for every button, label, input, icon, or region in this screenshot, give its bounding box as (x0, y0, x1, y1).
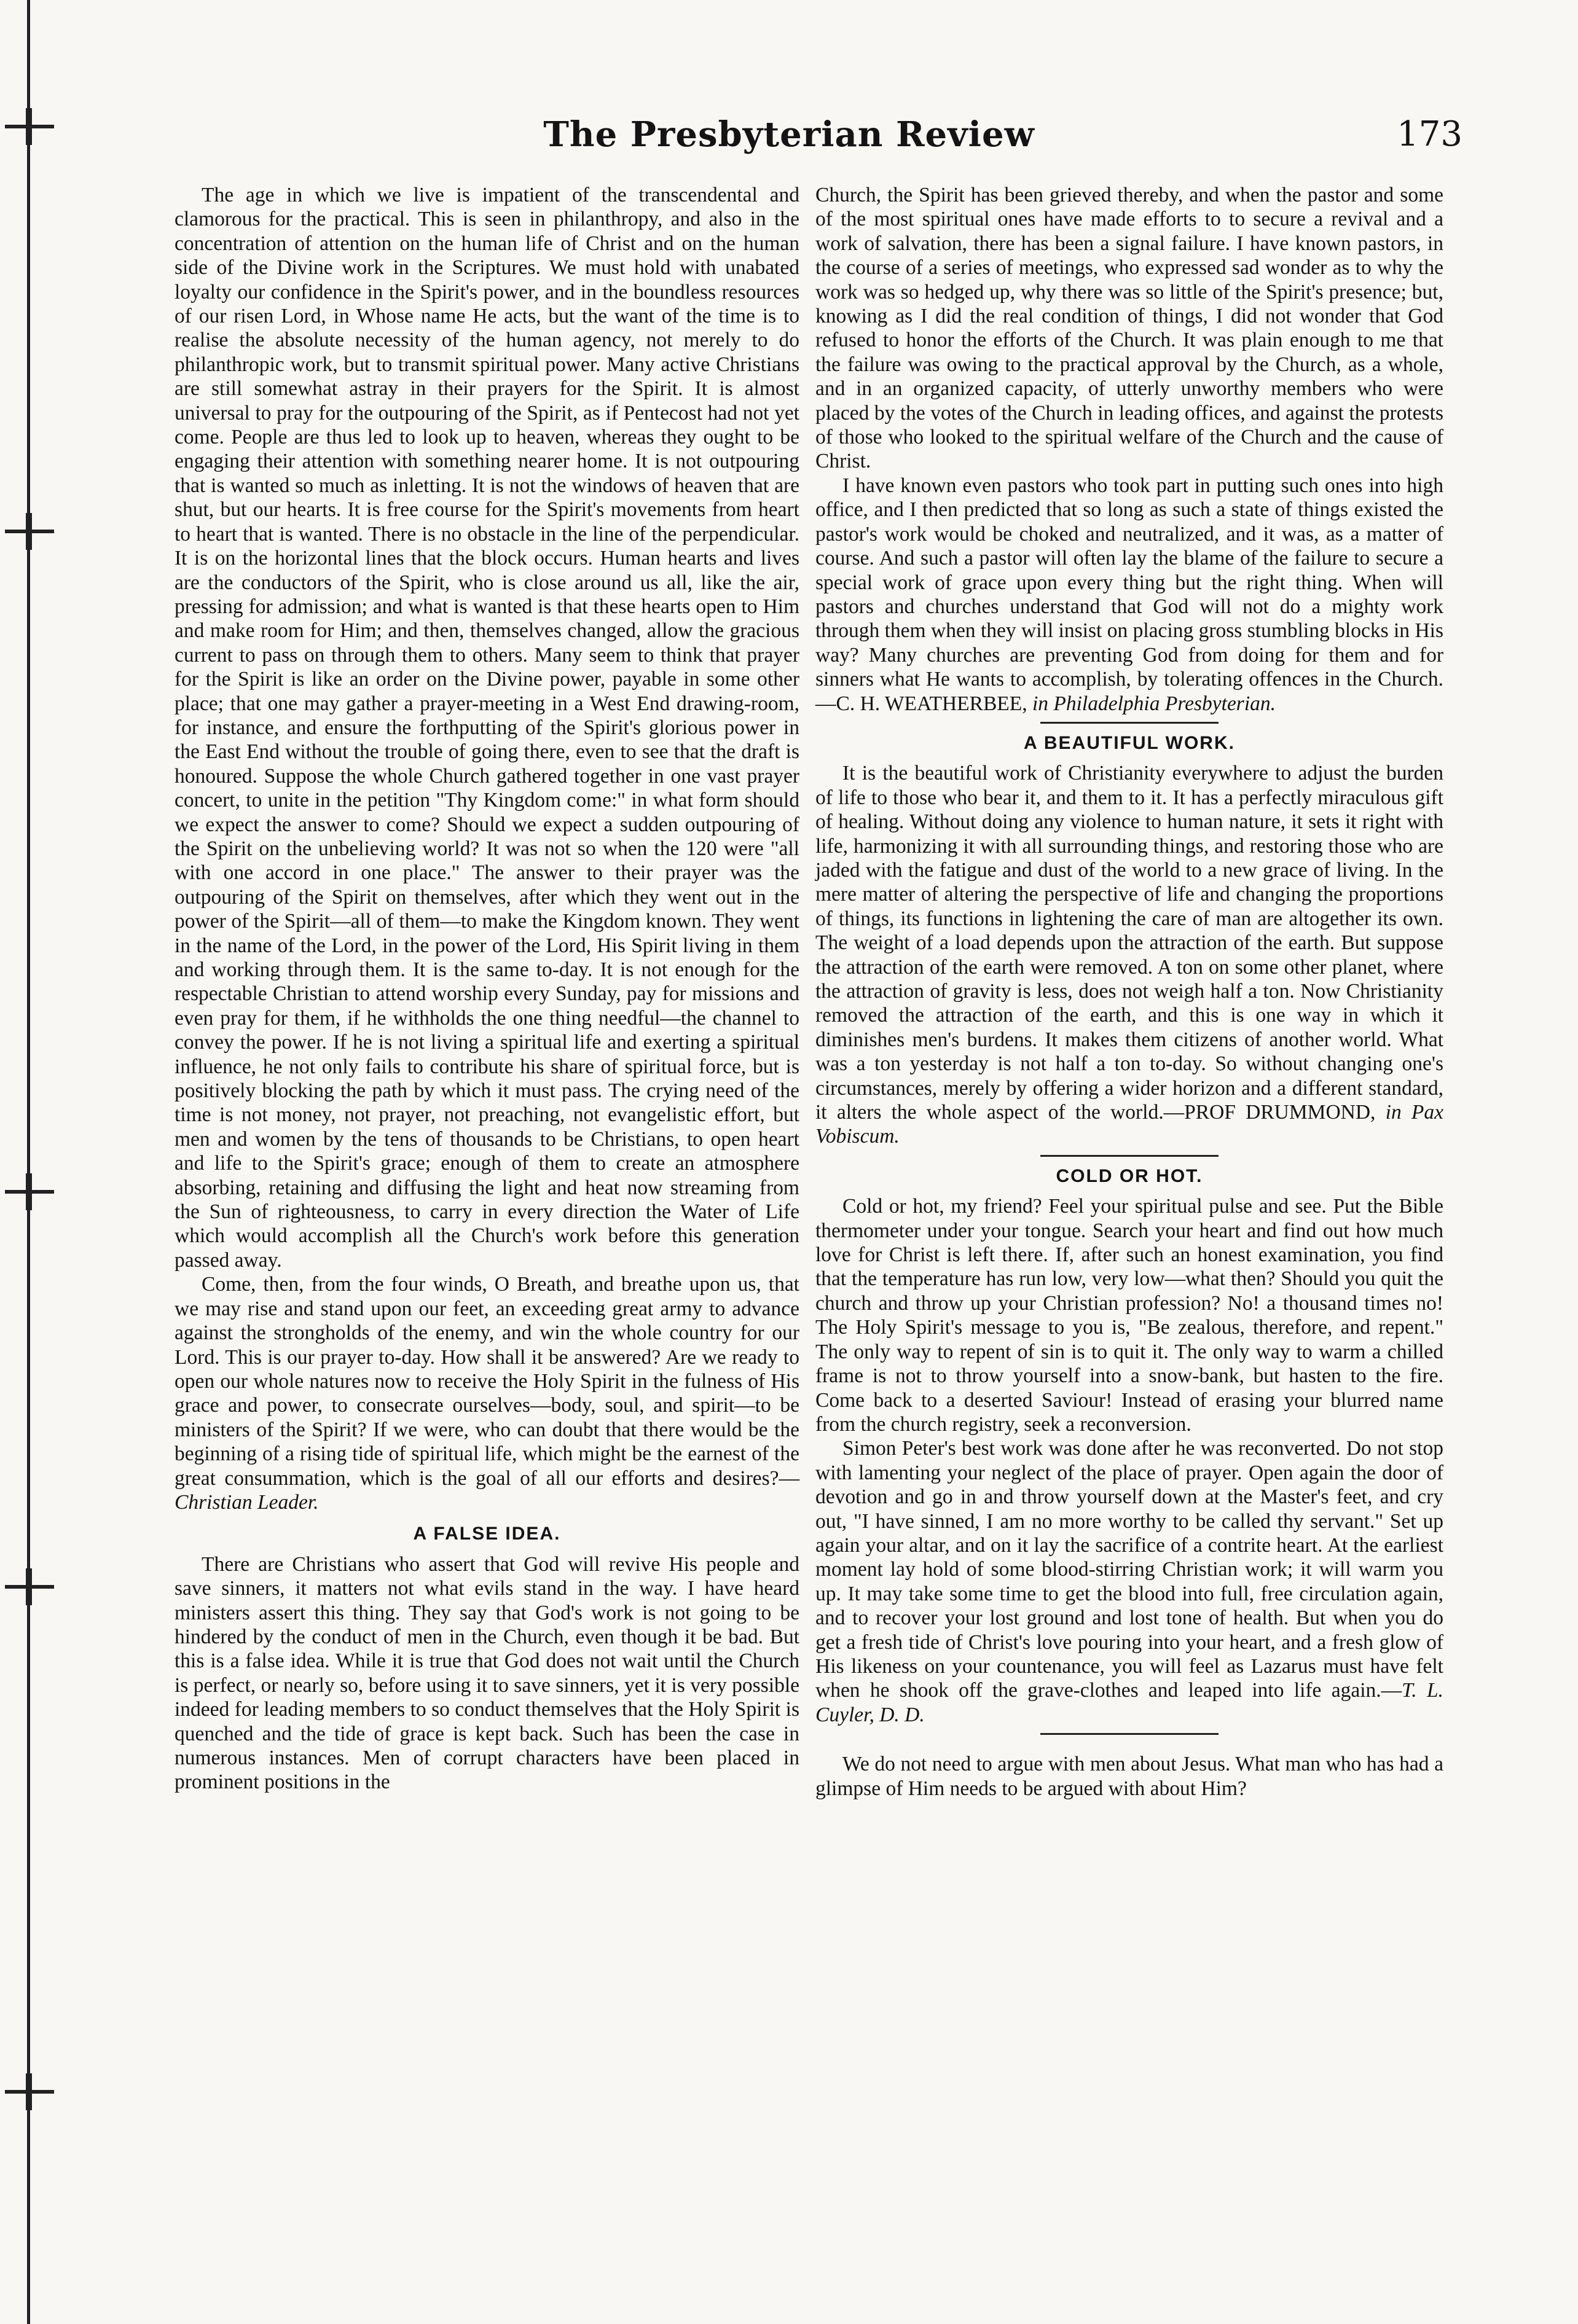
section-heading: A BEAUTIFUL WORK. (1024, 732, 1235, 753)
paragraph-text: Simon Peter's best work was done after he was reconverted. Do not stop with lamenting your neglect of the place of prayer. Open again the door of devotion and go in and throw yourself down at the Master's feet, and cry out, "I have sinned, I am no more worthy to be called thy servant." Set up again your altar, and on it lay the sacrifice of a contrite heart. At the earliest moment lay hold of some blood-stirring Christian work; it will warm you up. It may take some time to get the blood into full, free circulation again, and to recover your lost ground and lost tone of health. But when you do get a fresh tide of Christ's love pouring into your heart, and a fresh glow of His likeness on your countenance, you will feel as Lazarus must have felt when he shook off the grave-clothes and leaped into life again.— (815, 1437, 1443, 1702)
source-credit: in Pax Vobiscum. (815, 1101, 1444, 1148)
binding-mark (26, 1173, 32, 1210)
article-paragraph (815, 1436, 1443, 1727)
paragraph-text: I have known even pastors who took part in putting such ones into high office, and I then predicted that so long as such a state of things existed the pastor's work would be choked and neutralized, and it was, as a matter of course. And such a pastor will often lay the blame of the failure to secure a special work of grace upon every thing but the right thing. When will pastors and churches understand that God will not do a mighty work through them when they will insist on placing gross stumbling blocks in His way? Many churches are preventing God from doing for them and for sinners what He wants to accomplish, by tolerating offences in the Church.—C. H. WEATHERBEE, (815, 474, 1443, 715)
article-paragraph (815, 761, 1443, 1149)
source-credit: in Philadelphia Presbyterian. (1032, 692, 1276, 715)
source-credit: T. L. Cuyler, D. D. (815, 1679, 1443, 1726)
article-paragraph: There are Christians who assert that God will revive His people and save sinners, it matters not what evils stand in the way. I have heard ministers assert this thing. They say that God's work is not going to be hindered by the conduct of men in the Church, even though it be bad. But this is a false idea. While it is true that God does not wait until the Church is perfect, or nearly so, before using it to save sinners, yet it is very possible indeed for leading members to so conduct themselves that the Holy Spirit is quenched and the tide of grace is kept back. Such has been the case in numerous instances. Men of corrupt characters have been placed in prominent positions in the (175, 1552, 799, 1794)
section-heading: COLD OR HOT. (1056, 1165, 1203, 1186)
left-column (175, 183, 799, 1794)
article-paragraph: The age in which we live is impatient of the transcendental and clamorous for the practical. This is seen in philanthropy, and also in the concentration of attention on the human life of Christ and on the human side of the Divine work in the Scriptures. We must hold with unabated loyalty our confidence in the Spirit's power, and in the boundless resources of our risen Lord, in Whose name He acts, but the want of the time is to realise the absolute necessity of the human agency, not merely to do philanthropic work, but to transmit spiritual power. Many active Christians are still somewhat astray in their prayers for the Spirit. It is almost universal to pray for the outpouring of the Spirit, as if Pentecost had not yet come. People are thus led to look up to heaven, whereas they ought to be engaging their attention with something nearer home. It is not outpouring that is wanted so much as inletting. It is not the windows of heaven that are shut, but our hearts. It is free course for the Spirit's movements from heart to heart that is wanted. There is no obstacle in the line of the perpendicular. It is on the horizontal lines that the block occurs. Human hearts and lives are the conductors of the Spirit, who is close around us all, like the air, pressing for admission; and what is wanted is that these hearts open to Him and make room for Him; and then, themselves changed, allow the gracious current to pass on through them to others. Many seem to think that prayer for the Spirit is like an order on the Divine power, payable in some other place; that one may gather a prayer-meeting in a West End drawing-room, for instance, and ensure the forthputting of the Spirit's glorious power in the East End without the trouble of going there, even to see that the draft is honoured. Suppose the whole Church gathered together in one vast prayer concert, to unite in the petition "Thy Kingdom come:" in what form should we expect the answer to come? Should we expect a sudden outpouring of the Spirit on the unbelieving world? It was not so when the 120 were "all with one accord in one place." The answer to their prayer was the outpouring of the Spirit on themselves, after which they went out in the power of the Spirit—all of them—to make the Kingdom known. They went in the name of the Lord, in the power of the Lord, His Spirit living in them and working through them. It is the same to-day. It is not enough for the respectable Christian to attend worship every Sunday, pay for missions and even pray for them, if he withholds the one thing needful—the channel to convey the power. If he is not living a spiritual life and exerting a spiritual influence, he not only fails to contribute his share of spiritual force, but is positively blocking the path by which it must pass. The crying need of the time is not money, not prayer, not preaching, not evangelistic effort, but men and women by the tens of thousands to be Christians, to open heart and life to the Spirit's grace; enough of them to create an atmosphere absorbing, retaining and diffusing the light and heat now streaming from the Sun of righteousness, to carry in every direction the Water of Life which would accomplish all the Church's work before this generation passed away. (175, 184, 799, 1272)
right-column (815, 183, 1443, 1801)
closing-paragraph: We do not need to argue with men about Jesus. What man who has had a glimpse of Him needs to be argued with about Him? (815, 1753, 1443, 1800)
binding-mark (26, 513, 32, 550)
section-divider (1040, 1155, 1219, 1157)
binding-mark (26, 2073, 32, 2110)
paragraph-text: Come, then, from the four winds, O Breath, and breathe upon us, that we may rise and stand upon our feet, an exceeding great army to advance against the strongholds of the enemy, and win the whole country for our Lord. This is our prayer to-day. How shall it be answered? Are we ready to open our whole natures now to receive the Holy Spirit in the fulness of His grace and power, to consecrate ourselves—body, soul, and spirit—to be ministers of the Spirit? If we were, who can doubt that there would be the beginning of a rising tide of spiritual life, which might be the earnest of the great consummation, which is the goal of all our efforts and desires?— (175, 1273, 799, 1490)
binding-rule (27, 0, 30, 2324)
article-paragraph (815, 474, 1443, 716)
page-title: The Presbyterian Review (543, 114, 1035, 155)
source-credit: Christian Leader. (175, 1490, 319, 1514)
article-paragraph: Church, the Spirit has been grieved thereby, and when the pastor and some of the most spiritual ones have made efforts to to secure a revival and a work of salvation, there has been a signal failure. I have known pastors, in the course of a series of meetings, who expressed sad wonder as to why the work was so hedged up, why there was so little of the Spirit's presence; but, knowing as I did the real condition of things, I did not wonder that God refused to honor the efforts of the Church. It was plain enough to me that the failure was owing to the practical approval by the Church, as a whole, and in an organized capacity, of utterly unworthy members who were placed by the votes of the Church in leading offices, and against the protests of those who looked to the spiritual welfare of the Church and the cause of Christ. (815, 184, 1443, 473)
article-paragraph (175, 1272, 799, 1514)
paragraph-text: It is the beautiful work of Christianity everywhere to adjust the burden of life to those who bear it, and them to it. It has a perfectly miraculous gift of healing. Without doing any violence to human nature, it sets it right with life, harmonizing it with all surrounding things, and restoring those who are jaded with the fatigue and dust of the world to a new grace of living. In the mere matter of altering the perspective of life and changing the proportions of things, its functions in lightening the care of man are altogether its own. The weight of a load depends upon the attraction of the earth. But suppose the attraction of the earth were removed. A ton on some other planet, where the attraction of gravity is less, does not weigh half a ton. Now Christianity removed the attraction of the earth, and this is one way in which it diminishes men's burdens. It makes them citizens of another world. What was a ton yesterday is not half a ton to-day. So without changing one's circumstances, merely by offering a wider horizon and a different standard, it alters the whole aspect of the world.—PROF DRUMMOND, (815, 762, 1443, 1124)
article-paragraph: Cold or hot, my friend? Feel your spiritual pulse and see. Put the Bible thermometer under your tongue. Search your heart and find out how much love for Christ is left there. If, after such an honest examination, you find that the temperature has run low, very low—what then? Should you quit the church and throw up your Christian profession? No! a thousand times no! The Holy Spirit's message to you is, "Be zealous, therefore, and repent." The only way to repent of sin is to quit it. The only way to warm a chilled frame is not to throw yourself into a snow-bank, but hasten to the fire. Come back to a deserted Saviour! Instead of erasing your blurred name from the church registry, seek a reconversion. (815, 1195, 1443, 1436)
section-divider (1040, 1733, 1219, 1735)
section-divider (1040, 722, 1219, 724)
page-number: 173 (1397, 114, 1462, 154)
binding-mark (26, 1568, 32, 1605)
section-heading: A FALSE IDEA. (413, 1524, 561, 1544)
